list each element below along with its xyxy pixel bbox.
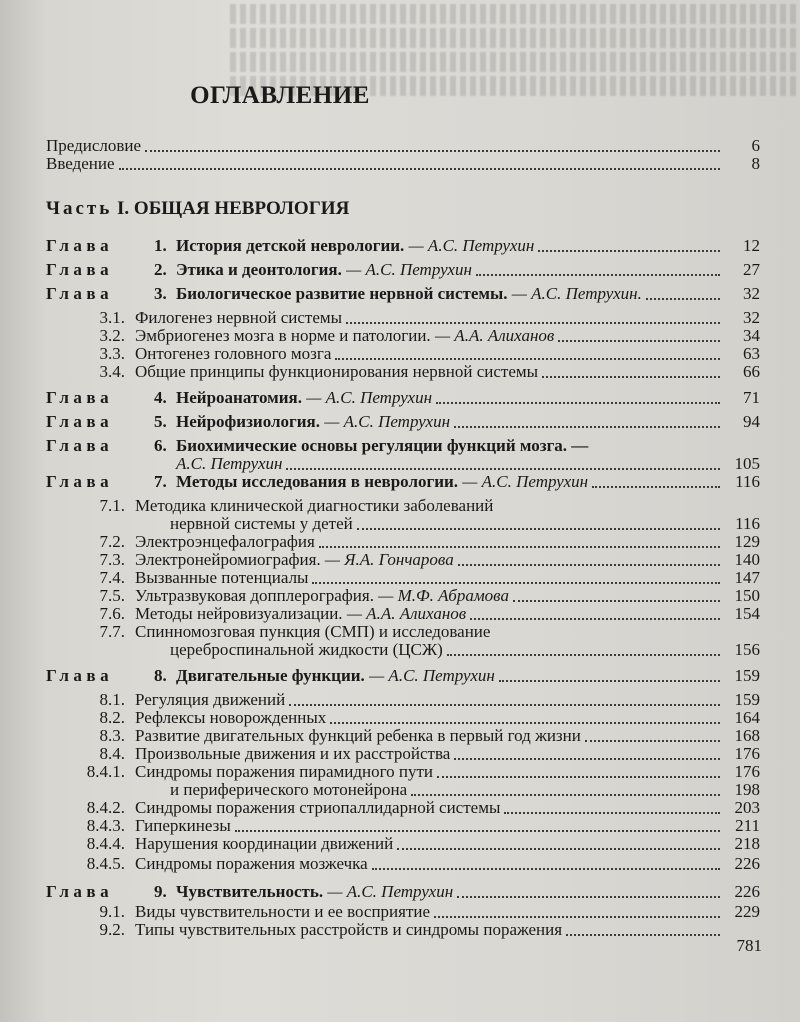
toc-section-7-7-cont[interactable]: цереброспинальной жидкости (ЦСЖ) 156 (170, 640, 760, 659)
page-number: 781 (736, 936, 762, 955)
toc-section-7-1-cont[interactable]: нервной системы у детей 116 (170, 514, 760, 533)
toc-section-7-5[interactable]: 7.5. Ультразвуковая допплерография. — М.Ф. Абрамова 150 (99, 586, 760, 605)
toc-chapter-5[interactable]: Глава 5. Нейрофизиология. — А.С. Петрухин 94 (46, 412, 760, 431)
toc-section-8-4-1[interactable]: 8.4.1. Синдромы поражения пирамидного пути 176 (86, 762, 760, 781)
toc-section-8-1[interactable]: 8.1. Регуляция движений 159 (99, 690, 760, 709)
toc-chapter-3[interactable]: Глава 3. Биологическое развитие нервной системы. — А.С. Петрухин. 32 (46, 284, 760, 303)
toc-section-7-2[interactable]: 7.2. Электроэнцефалография 129 (99, 532, 760, 551)
toc-entry-preface[interactable]: Предисловие 6 (46, 136, 760, 155)
toc-heading: ОГЛАВЛЕНИЕ (190, 82, 370, 109)
toc-chapter-9[interactable]: Глава 9. Чувствительность. — А.С. Петрухин 226 (46, 882, 760, 901)
toc-chapter-8[interactable]: Глава 8. Двигательные функции. — А.С. Петрухин 159 (46, 666, 760, 685)
toc-entry-introduction[interactable]: Введение 8 (46, 154, 760, 173)
toc-chapter-6[interactable]: Глава 6. Биохимические основы регуляции функций мозга. — (46, 436, 589, 455)
toc-section-7-4[interactable]: 7.4. Вызванные потенциалы 147 (99, 568, 760, 587)
toc-section-8-4[interactable]: 8.4. Произвольные движения и их расстройства 176 (99, 744, 760, 763)
toc-section-8-3[interactable]: 8.3. Развитие двигательных функций ребенка в первый год жизни 168 (99, 726, 760, 745)
part-heading: Часть I. ОБЩАЯ НЕВРОЛОГИЯ (46, 198, 350, 219)
toc-section-7-7[interactable]: 7.7. Спинномозговая пункция (СМП) и исследование (99, 622, 491, 641)
toc-section-7-3[interactable]: 7.3. Электронейромиография. — Я.А. Гончарова 140 (99, 550, 760, 569)
toc-chapter-4[interactable]: Глава 4. Нейроанатомия. — А.С. Петрухин 71 (46, 388, 760, 407)
toc-section-7-6[interactable]: 7.6. Методы нейровизуализации. — А.А. Алиханов 154 (99, 604, 760, 623)
toc-section-3-1[interactable]: 3.1. Филогенез нервной системы 32 (99, 308, 760, 327)
toc-section-3-2[interactable]: 3.2. Эмбриогенез мозга в норме и патологии. — А.А. Алиханов 34 (99, 326, 760, 345)
toc-section-8-4-4[interactable]: 8.4.4. Нарушения координации движений 218 (86, 834, 760, 853)
toc-section-8-4-5[interactable]: 8.4.5. Синдромы поражения мозжечка 226 (86, 854, 760, 873)
toc-section-8-4-1-cont[interactable]: и периферического мотонейрона 198 (170, 780, 760, 799)
toc-section-7-1[interactable]: 7.1. Методика клинической диагностики заболеваний (99, 496, 494, 515)
toc-chapter-1[interactable]: Глава 1. История детской неврологии. — А.С. Петрухин 12 (46, 236, 760, 255)
toc-section-8-4-3[interactable]: 8.4.3. Гиперкинезы 211 (86, 816, 760, 835)
toc-section-9-1[interactable]: 9.1. Виды чувствительности и ее восприятие 229 (99, 902, 760, 921)
toc-section-8-4-2[interactable]: 8.4.2. Синдромы поражения стриопаллидарной системы 203 (86, 798, 760, 817)
toc-chapter-7[interactable]: Глава 7. Методы исследования в неврологии. — А.С. Петрухин 116 (46, 472, 760, 491)
toc-section-3-3[interactable]: 3.3. Онтогенез головного мозга 63 (99, 344, 760, 363)
toc-section-3-4[interactable]: 3.4. Общие принципы функционирования нервной системы 66 (99, 362, 760, 381)
toc-chapter-2[interactable]: Глава 2. Этика и деонтология. — А.С. Петрухин 27 (46, 260, 760, 279)
toc-section-9-2[interactable]: 9.2. Типы чувствительных расстройств и синдромы поражения (0, 918, 800, 940)
toc-chapter-6-cont[interactable]: А.С. Петрухин 105 (176, 454, 760, 473)
toc-section-8-2[interactable]: 8.2. Рефлексы новорожденных 164 (99, 708, 760, 727)
